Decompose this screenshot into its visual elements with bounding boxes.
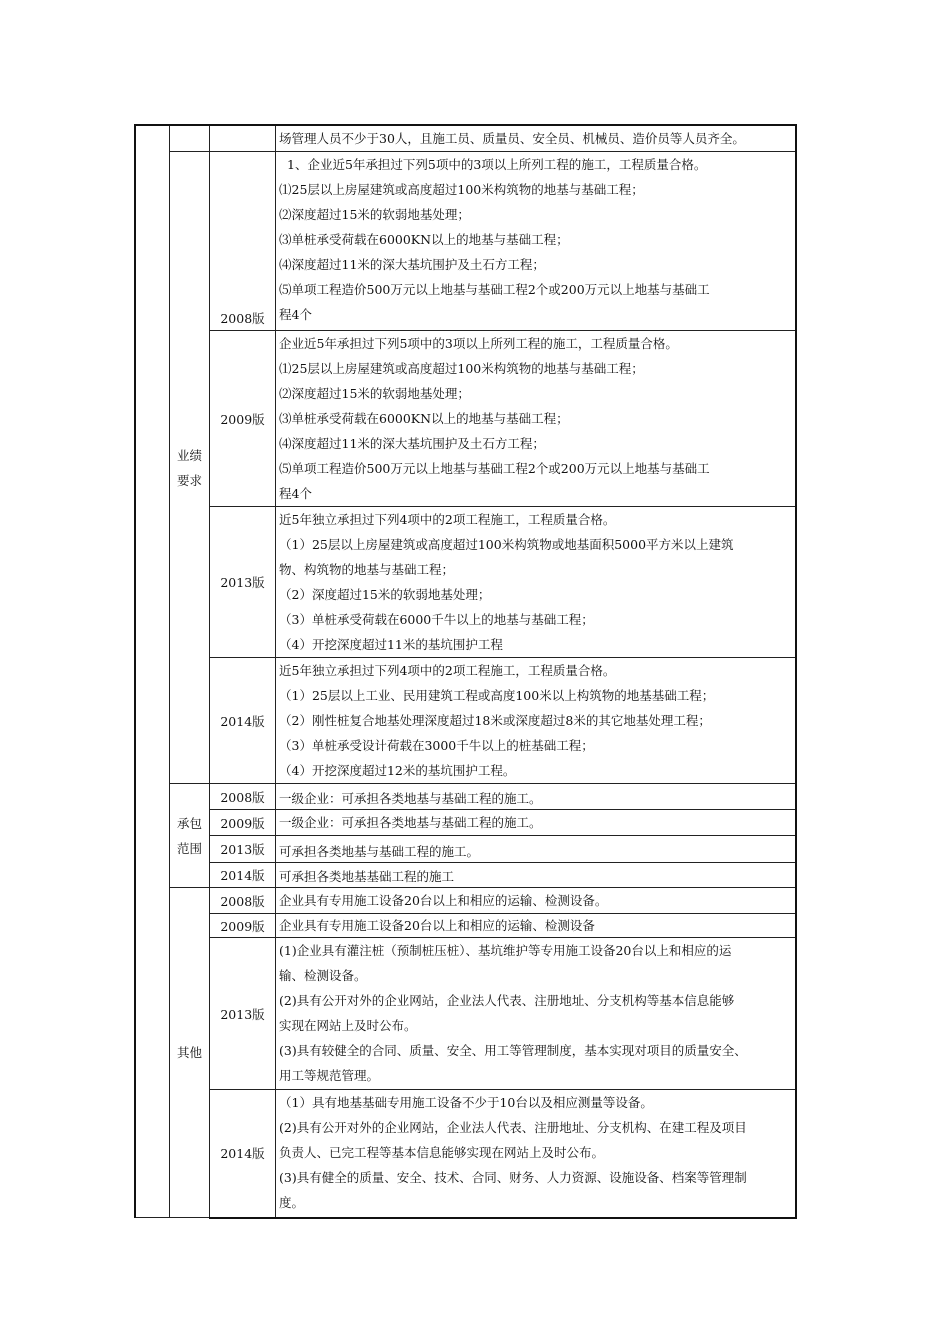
version-2008-label: 2008版 — [210, 152, 276, 331]
text-line: (1)企业具有灌注桩（预制桩压桩）、基坑维护等专用施工设备20台以上和相应的运 — [279, 943, 732, 958]
other-2013-content — [276, 938, 797, 1090]
text-line: ⑸单项工程造价500万元以上地基与基础工程2个或200万元以上地基与基础工 — [279, 282, 710, 297]
text-line: 企业近5年承担过下列5项中的3项以上所列工程的施工，工程质量合格。 — [279, 336, 678, 351]
text-line: 近5年独立承担过下列4项中的2项工程施工，工程质量合格。 — [279, 663, 616, 678]
text-line: 实现在网站上及时公布。 — [279, 1018, 417, 1033]
text-line: （2）刚性桩复合地基处理深度超过18米或深度超过8米的其它地基处理工程； — [279, 713, 711, 728]
text-line: ⑷深度超过11米的深大基坑围护及土石方工程； — [279, 257, 545, 272]
text-line: 负责人、已完工程等基本信息能够实现在网站上及时公布。 — [279, 1145, 605, 1160]
text-line: （1）25层以上房屋建筑或高度超过100米构筑物或地基面积5000平方米以上建筑 — [279, 537, 734, 552]
text-line: ⑵深度超过15米的软弱地基处理； — [279, 207, 470, 222]
performance-2009-content — [276, 331, 797, 507]
scope-version-label: 2009版 — [210, 810, 276, 836]
version-2014-label: 2014版 — [210, 658, 276, 784]
other-2008-content: 企业具有专用施工设备20台以上和相应的运输、检测设备。 — [276, 888, 797, 914]
scope-version-label: 2014版 — [210, 863, 276, 888]
text-line: （1）具有地基基础专用施工设备不少于10台以及相应测量等设备。 — [279, 1095, 653, 1110]
text-line: （2）深度超过15米的软弱地基处理； — [279, 587, 491, 602]
scope-2009-content: 一级企业：可承担各类地基与基础工程的施工。 — [276, 810, 797, 836]
scope-version-label: 2008版 — [210, 784, 276, 810]
other-version-label: 2013版 — [210, 938, 276, 1090]
scope-version-label: 2013版 — [210, 836, 276, 863]
text-line: 物、构筑物的地基与基础工程； — [279, 562, 455, 577]
version-2009-label: 2009版 — [210, 331, 276, 507]
performance-label: 业绩要求 — [170, 152, 210, 784]
staff-requirement-cell — [276, 125, 797, 152]
text-line: ⑴25层以上房屋建筑或高度超过100米构筑物的地基与基础工程； — [279, 182, 644, 197]
performance-2013-content — [276, 507, 797, 658]
text-line: 近5年独立承担过下列4项中的2项工程施工，工程质量合格。 — [279, 512, 616, 527]
empty-version-cell — [210, 125, 276, 152]
other-2014-content — [276, 1090, 797, 1218]
text-line: 程4个 — [279, 486, 312, 501]
text-line: (2)具有公开对外的企业网站，企业法人代表、注册地址、分支机构、在建工程及项目 — [279, 1120, 747, 1135]
text-line: 输、检测设备。 — [279, 968, 367, 983]
scope-2014-content: 可承担各类地基基础工程的施工 — [276, 863, 797, 888]
text-line: ⑷深度超过11米的深大基坑围护及土石方工程； — [279, 436, 545, 451]
performance-2008-content — [276, 152, 797, 331]
text-line: 度。 — [279, 1195, 305, 1210]
text-line: （1）25层以上工业、民用建筑工程或高度100米以上构筑物的地基基础工程； — [279, 688, 715, 703]
other-version-label: 2009版 — [210, 914, 276, 938]
text-line: （3）单桩承受荷载在6000千牛以上的地基与基础工程； — [279, 612, 594, 627]
scope-label: 承包范围 — [170, 784, 210, 888]
other-version-label: 2008版 — [210, 888, 276, 914]
staff-requirement-text: 场管理人员不少于30人，且施工员、质量员、安全员、机械员、造价员等人员齐全。 — [279, 131, 745, 146]
text-line: ⑶单桩承受荷载在6000KN以上的地基与基础工程； — [279, 411, 569, 426]
performance-2014-content — [276, 658, 797, 784]
text-line: 用工等规范管理。 — [279, 1068, 380, 1083]
text-line: （4）开挖深度超过12米的基坑围护工程。 — [279, 763, 516, 778]
text-line: ⑵深度超过15米的软弱地基处理； — [279, 386, 470, 401]
text-line: 1、企业近5年承担过下列5项中的3项以上所列工程的施工，工程质量合格。 — [287, 157, 707, 172]
category-column — [135, 125, 170, 1218]
text-line: （3）单桩承受设计荷载在3000千牛以上的桩基础工程； — [279, 738, 594, 753]
text-line: （4）开挖深度超过11米的基坑围护工程 — [279, 637, 503, 652]
other-version-label: 2014版 — [210, 1090, 276, 1218]
empty-label-cell — [170, 125, 210, 152]
text-line: (3)具有较健全的合同、质量、安全、用工等管理制度，基本实现对项目的质量安全、 — [279, 1043, 747, 1058]
text-line: (3)具有健全的质量、安全、技术、合同、财务、人力资源、设施设备、档案等管理制 — [279, 1170, 747, 1185]
text-line: (2)具有公开对外的企业网站，企业法人代表、注册地址、分支机构等基本信息能够 — [279, 993, 735, 1008]
text-line: ⑸单项工程造价500万元以上地基与基础工程2个或200万元以上地基与基础工 — [279, 461, 710, 476]
other-label: 其他 — [170, 888, 210, 1218]
other-2009-content: 企业具有专用施工设备20台以上和相应的运输、检测设备 — [276, 914, 797, 938]
qualification-table — [134, 124, 797, 1219]
scope-2008-content: 一级企业：可承担各类地基与基础工程的施工。 — [276, 784, 797, 810]
text-line: ⑶单桩承受荷载在6000KN以上的地基与基础工程； — [279, 232, 569, 247]
version-2013-label: 2013版 — [210, 507, 276, 658]
text-line: ⑴25层以上房屋建筑或高度超过100米构筑物的地基与基础工程； — [279, 361, 644, 376]
text-line: 程4个 — [279, 307, 312, 322]
scope-2013-content: 可承担各类地基与基础工程的施工。 — [276, 836, 797, 863]
